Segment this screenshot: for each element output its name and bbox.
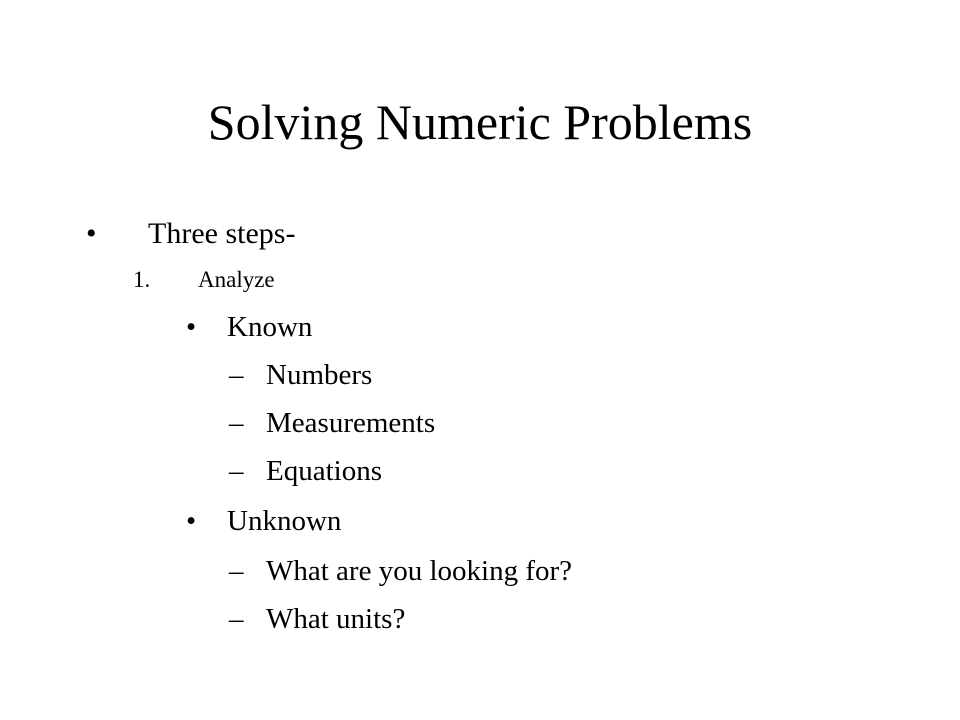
dash-icon: – xyxy=(229,407,244,439)
bullet-icon: • xyxy=(186,505,197,537)
known-item: Measurements xyxy=(266,407,436,439)
bullet-icon: • xyxy=(86,217,97,250)
step-heading: Three steps- xyxy=(148,217,296,250)
known-item: Numbers xyxy=(266,359,373,391)
bullet-icon: • xyxy=(186,311,197,343)
unknown-item: What are you looking for? xyxy=(266,555,573,587)
dash-icon: – xyxy=(229,359,244,391)
known-item: Equations xyxy=(266,455,382,487)
dash-icon: – xyxy=(229,603,244,635)
slide-title: Solving Numeric Problems xyxy=(207,94,753,150)
known-label: Known xyxy=(227,311,313,343)
unknown-item: What units? xyxy=(266,603,406,635)
unknown-label: Unknown xyxy=(227,505,342,537)
dash-icon: – xyxy=(229,555,244,587)
step-number: 1. xyxy=(133,267,151,292)
step-label: Analyze xyxy=(198,267,275,292)
dash-icon: – xyxy=(229,455,244,487)
